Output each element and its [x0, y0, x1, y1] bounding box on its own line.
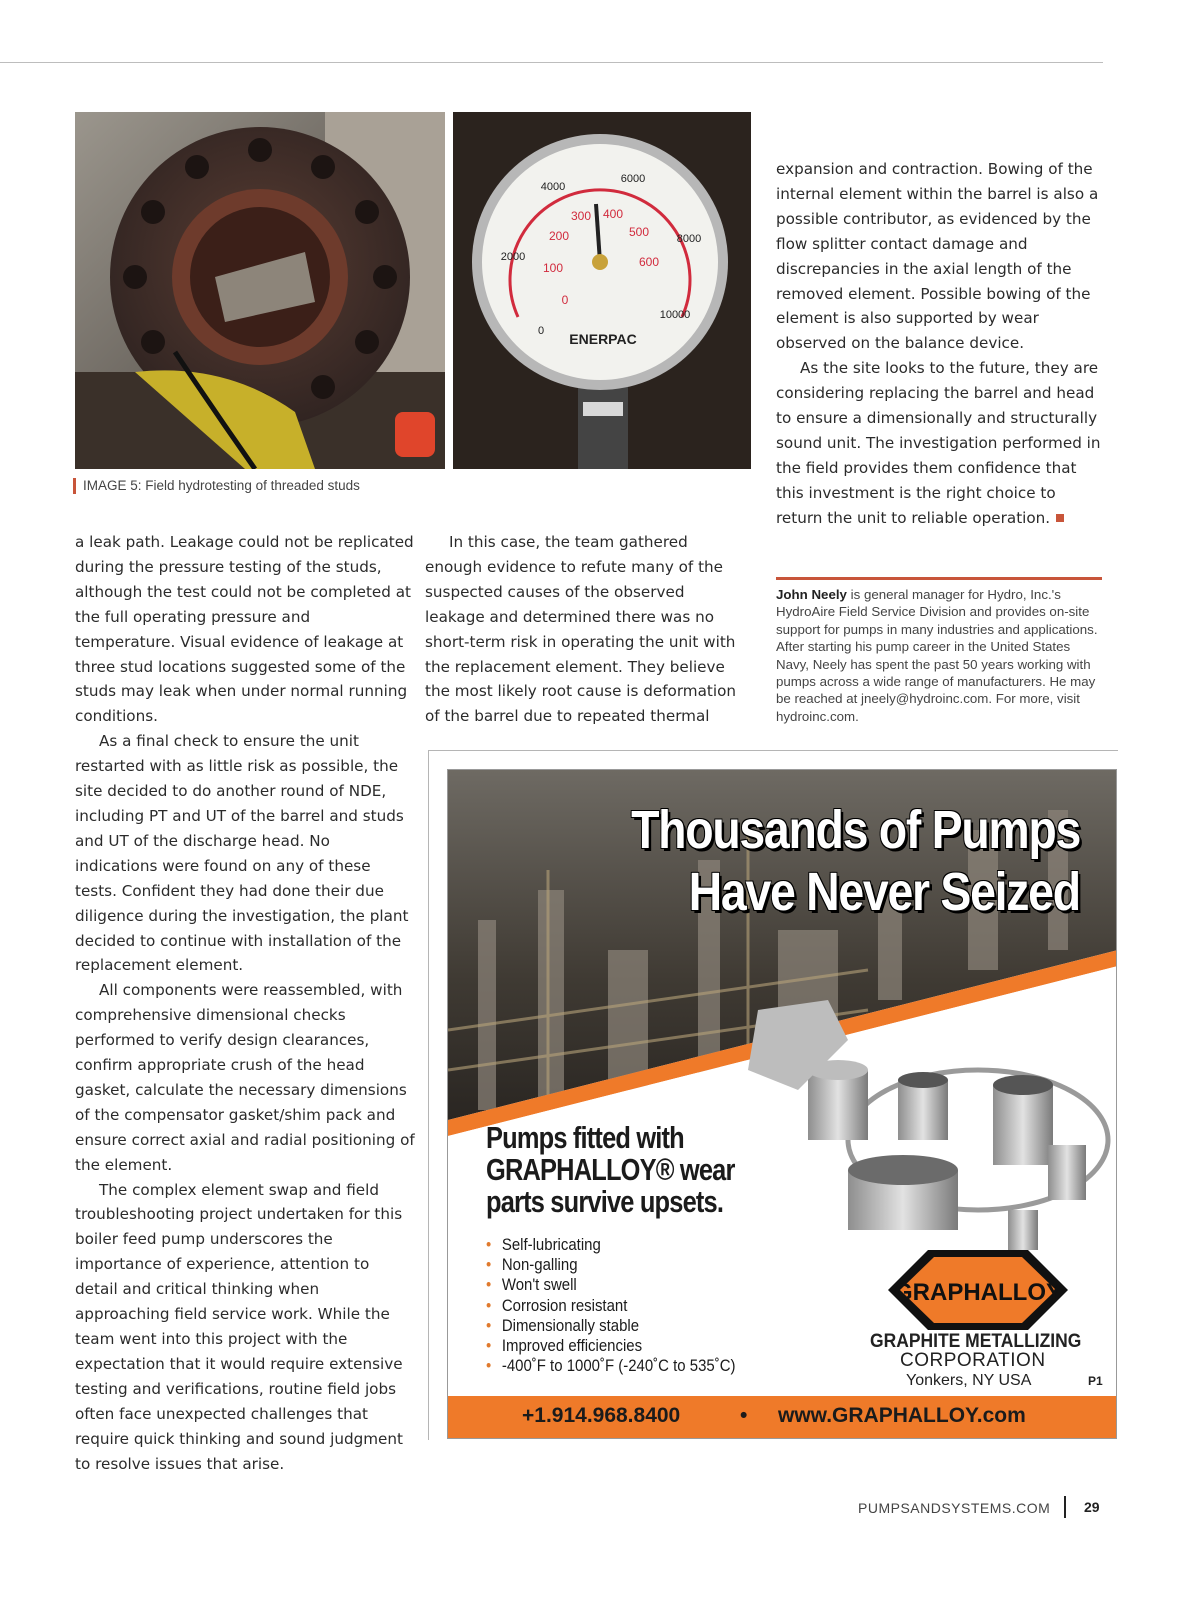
end-of-article-mark [1056, 514, 1064, 522]
ad-company-suffix: CORPORATION [900, 1350, 1046, 1371]
graphalloy-logo: GRAPHALLOY [894, 1279, 1062, 1306]
paragraph: a leak path. Leakage could not be replicated during the pressure testing of the studs, although the test could not be completed at the full operating pressure and temperature. Visual evidence of leakage at three stud locations suggested some of the studs may leak when under normal running conditions. [75, 533, 414, 726]
footer-divider [1064, 1496, 1066, 1518]
ad-separator: • [740, 1404, 748, 1427]
ad-sub-line: parts survive upsets. [486, 1184, 724, 1219]
gauge-inner-300: 300 [570, 209, 592, 223]
graphalloy-advertisement[interactable] [447, 769, 1117, 1439]
gauge-brand: ENERPAC [569, 331, 637, 347]
pump-barrel-illustration [75, 112, 445, 469]
gauge-inner-100: 100 [542, 261, 564, 275]
ad-contact-bar [448, 1396, 1117, 1439]
ad-website-link[interactable]: www.GRAPHALLOY.com [778, 1404, 1026, 1427]
ad-sub-line: GRAPHALLOY® wear [486, 1152, 735, 1187]
ad-frame-top [428, 750, 1118, 751]
bio-rule [776, 577, 1102, 580]
ad-phone-link[interactable]: +1.914.968.8400 [522, 1404, 681, 1427]
author-bio-text: is general manager for Hydro, Inc.'s HydroAire Field Service Division and provides on-site support for pumps in many industries and applications. After starting his pump career in the United States Navy, Neely has spent the past 50 years working with pumps across a wide range of manufacturers. He may be reached at jneely@hydroinc.com. For more, visit hydroinc.com. [776, 587, 1098, 724]
page-number: 29 [1084, 1499, 1100, 1515]
gauge-outer-4000: 4000 [540, 181, 566, 193]
ad-feature: • Non-galling [486, 1255, 735, 1275]
paragraph: As the site looks to the future, they are considering replacing the barrel and head to ensure a dimensionally and structurally sound unit. The investigation performed in the field provides them confidence that this investment is the right choice to return the unit to reliable operation. [776, 359, 1101, 527]
paragraph: All components were reassembled, with comprehensive dimensional checks performed to verify design clearances, confirm appropriate crush of the head gasket, calculate the necessary dimensions of the compensator gasket/shim pack and ensure correct axial and radial positioning of the element. [75, 981, 415, 1174]
ad-feature: • Improved efficiencies [486, 1336, 735, 1356]
ad-feature: • Self-lubricating [486, 1235, 735, 1255]
paragraph: In this case, the team gathered enough evidence to refute many of the suspected causes of the observed leakage and determined there was no short-term risk in operating the unit with the replacement element. They believe the most likely root cause is deformation of the barrel due to repeated thermal [425, 533, 737, 726]
author-bio [776, 586, 1106, 725]
footer-site-name[interactable]: PUMPSANDSYSTEMS.COM [858, 1500, 1051, 1516]
gauge-outer-8000: 8000 [676, 233, 702, 245]
ad-frame-left [428, 750, 429, 1440]
image-caption: IMAGE 5: Field hydrotesting of threaded studs [73, 478, 360, 494]
gauge-outer-6000: 6000 [620, 173, 646, 185]
ad-headline-1: Thousands of Pumps [631, 800, 1080, 860]
author-name: John Neely [776, 587, 847, 602]
pump-barrel-photo [75, 112, 445, 469]
paragraph: As a final check to ensure the unit restarted with as little risk as possible, the site decided to do another round of NDE, including PT and UT of the barrel and studs and UT of the discharge head. No indications were found on any of these tests. Confident they had done their due diligence during the investigation, the plant decided to continue with installation of the replacement element. [75, 732, 409, 975]
ad-feature: • Corrosion resistant [486, 1296, 735, 1316]
article-column-2 [425, 530, 745, 729]
ad-company-name: GRAPHITE METALLIZING [870, 1331, 1082, 1352]
paragraph: expansion and contraction. Bowing of the internal element within the barrel is also a possible contributor, as evidenced by the flow splitter contact damage and discrepancies in the axial length of the removed element. Possible bowing of the element is also supported by wear observed on the balance device. [776, 160, 1099, 353]
gauge-inner-0: 0 [561, 293, 569, 307]
ad-city: Yonkers, NY USA [906, 1372, 1032, 1389]
gauge-inner-400: 400 [602, 207, 624, 221]
ad-feature: • Dimensionally stable [486, 1316, 735, 1336]
gauge-inner-200: 200 [548, 229, 570, 243]
ad-code: P1 [1088, 1374, 1103, 1388]
gauge-outer-0: 0 [537, 325, 545, 337]
pressure-gauge-photo [453, 112, 751, 469]
ad-feature: • -400˚F to 1000˚F (-240˚C to 535˚C) [486, 1356, 735, 1376]
header-rule [0, 62, 1103, 63]
ad-feature: • Won't swell [486, 1275, 735, 1295]
gauge-inner-500: 500 [628, 225, 650, 239]
pressure-gauge-illustration [453, 112, 751, 469]
ad-sub-line: Pumps fitted with [486, 1120, 684, 1155]
ad-feature-list [486, 1235, 770, 1376]
paragraph: The complex element swap and field troubleshooting project undertaken for this boiler feed pump underscores the importance of experience, attention to detail and critical thinking when approaching field service work. While the team went into this project with the expectation that it would require extensive testing and verifications, routine field jobs often face unexpected challenges that require quick thinking and sound judgment to resolve issues that arise. [75, 1180, 403, 1473]
article-column-3 [776, 157, 1106, 531]
gauge-outer-2000: 2000 [500, 251, 526, 263]
gauge-inner-600: 600 [638, 255, 660, 269]
gauge-outer-10000: 10000 [659, 309, 691, 321]
article-column-1 [75, 530, 415, 1476]
ad-subheadline [486, 1122, 735, 1218]
ad-headline-2: Have Never Seized [688, 862, 1080, 922]
